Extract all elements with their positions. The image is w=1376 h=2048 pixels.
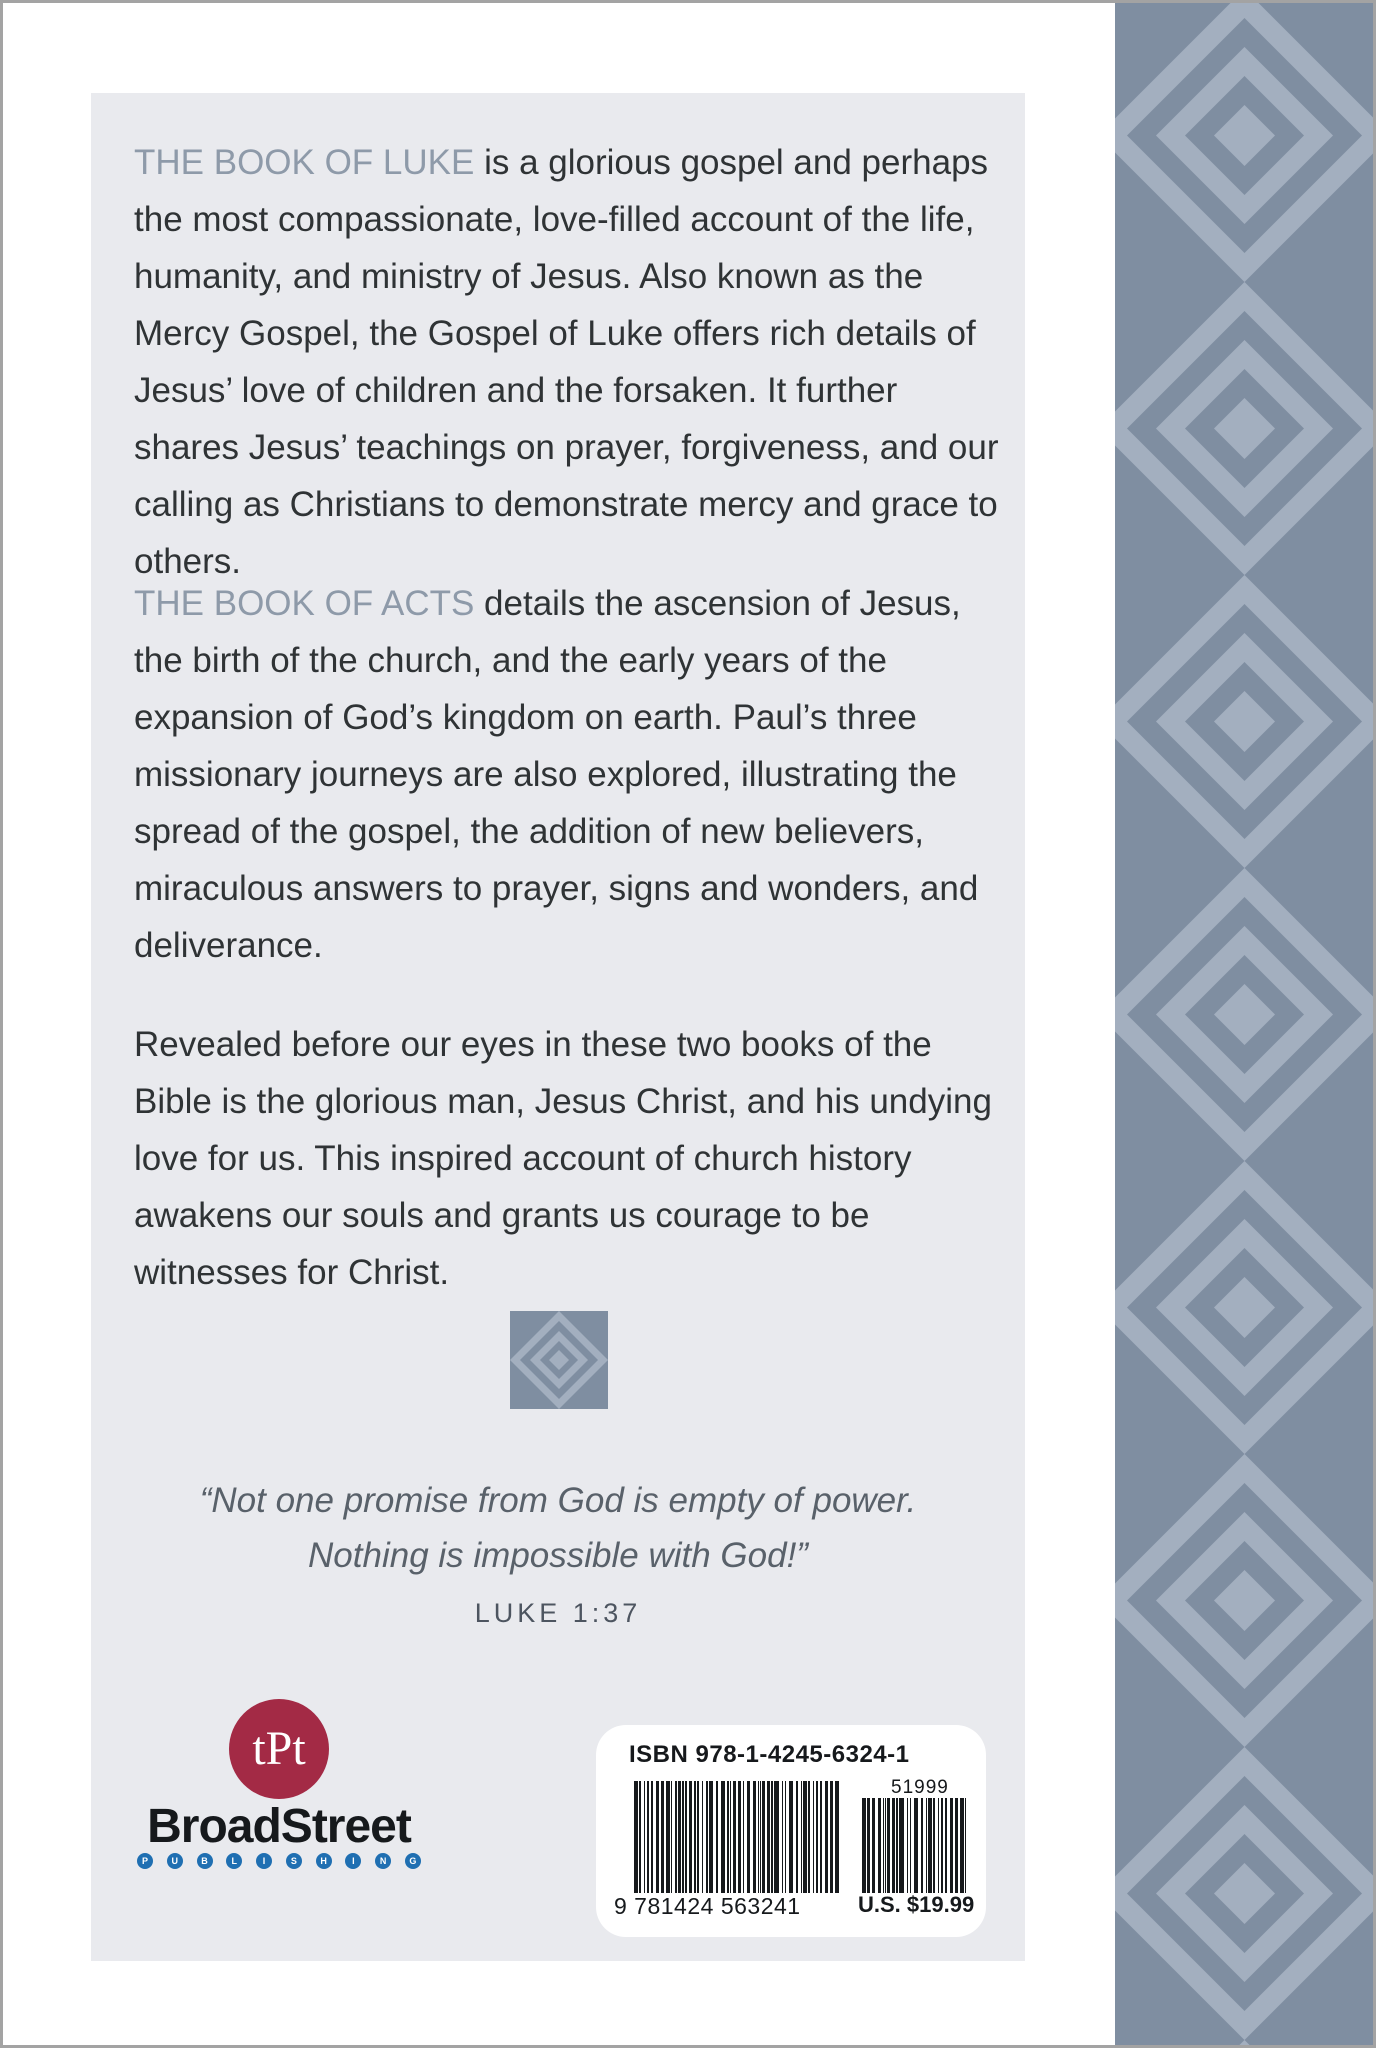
barcode-bar <box>689 1781 692 1893</box>
barcode-bar <box>644 1781 645 1893</box>
barcode-bar <box>743 1781 744 1893</box>
barcode-bar <box>938 1798 939 1893</box>
barcode-bar <box>634 1781 638 1893</box>
isbn-label: ISBN 978-1-4245-6324-1 <box>629 1741 910 1768</box>
publisher-letter: L <box>226 1853 242 1869</box>
barcode-bar <box>651 1781 653 1893</box>
barcode-bar <box>702 1781 703 1893</box>
barcode-bar <box>789 1781 793 1893</box>
quote-line-2: Nothing is impossible with God!” <box>308 1536 808 1575</box>
barcode-bar <box>896 1798 898 1893</box>
barcode-bar <box>767 1781 770 1893</box>
description-paragraph-summary <box>134 1016 1004 1301</box>
barcode-bar <box>803 1781 807 1893</box>
publisher-letter: H <box>316 1853 332 1869</box>
barcode-bar <box>892 1798 895 1893</box>
barcode-bar <box>899 1798 904 1893</box>
paragraph-lead-luke: THE BOOK OF LUKE <box>134 143 475 182</box>
paragraph-lead-acts: THE BOOK OF ACTS <box>134 584 475 623</box>
barcode-bar <box>926 1798 927 1893</box>
publisher-subtitle <box>137 1853 421 1869</box>
barcode-bar <box>685 1781 687 1893</box>
barcode-bar <box>727 1781 729 1893</box>
barcode-bar <box>697 1781 699 1893</box>
barcode-bar <box>887 1798 890 1893</box>
publisher-letter: N <box>375 1853 391 1869</box>
publisher-letter: G <box>405 1853 421 1869</box>
barcode-bar <box>675 1781 677 1893</box>
scripture-quote <box>134 1473 982 1583</box>
barcode-bar <box>774 1781 779 1893</box>
barcode-bar <box>813 1781 814 1893</box>
tpt-logo-mark: tPt <box>252 1722 306 1775</box>
barcode-bar <box>872 1798 875 1893</box>
barcode-bar <box>878 1798 881 1893</box>
barcode-bar <box>671 1781 672 1893</box>
barcode-bar <box>808 1781 810 1893</box>
barcode-bar <box>730 1781 731 1893</box>
decorative-diamond-stripe <box>1115 3 1373 2045</box>
barcode-bar <box>721 1781 725 1893</box>
description-paragraph-acts <box>134 575 1004 974</box>
barcode-bar <box>738 1781 741 1893</box>
barcode-bar <box>941 1798 943 1893</box>
barcode-bar <box>921 1798 923 1893</box>
publisher-letter: I <box>256 1853 272 1869</box>
barcode-bar <box>682 1781 684 1893</box>
barcode-bar <box>820 1781 822 1893</box>
description-paragraph-luke <box>134 134 1004 590</box>
barcode-bar <box>694 1781 696 1893</box>
paragraph-body-summary: Revealed before our eyes in these two books of the Bible is the glorious man, Jesus Christ, and his undying love for us. This inspired account of church history awakens our souls and grants us courage to be witnesses for Christ. <box>134 1025 992 1292</box>
diamond-emblem-icon <box>510 1311 608 1409</box>
barcode-number: 9 781424 563241 <box>614 1893 801 1919</box>
barcode-bar <box>639 1781 641 1893</box>
barcode-bar <box>771 1781 773 1893</box>
barcode-bar <box>960 1798 964 1893</box>
barcode-extension-icon <box>862 1798 966 1893</box>
barcode-bar <box>867 1798 870 1893</box>
barcode-bar <box>709 1781 713 1893</box>
barcode-bar <box>910 1798 911 1893</box>
barcode-bar <box>656 1781 659 1893</box>
barcode-bar <box>796 1781 798 1893</box>
barcode-bar <box>955 1798 958 1893</box>
barcode-bar <box>928 1798 932 1893</box>
barcode-bar <box>785 1781 786 1893</box>
barcode-bar <box>716 1781 718 1893</box>
quote-reference: LUKE 1:37 <box>474 1598 642 1628</box>
publisher-letter: U <box>167 1853 183 1869</box>
publisher-letter: I <box>345 1853 361 1869</box>
barcode-bar <box>666 1781 670 1893</box>
barcode-bar <box>661 1781 664 1893</box>
barcode-bar <box>782 1781 783 1893</box>
barcode-icon <box>634 1781 839 1893</box>
text-panel <box>91 93 1025 1961</box>
barcode-bar <box>907 1798 908 1893</box>
tpt-logo <box>229 1699 329 1799</box>
barcode-bar <box>747 1781 750 1893</box>
barcode-bar <box>933 1798 935 1893</box>
barcode-bar <box>914 1798 918 1893</box>
barcode-bar <box>885 1798 886 1893</box>
barcode-bar <box>762 1781 765 1893</box>
barcode-bar <box>862 1798 866 1893</box>
barcode-bar <box>647 1781 649 1893</box>
barcode-supplement: 51999 <box>891 1777 949 1798</box>
barcode-bar <box>753 1781 756 1893</box>
barcode-bar <box>733 1781 736 1893</box>
barcode-bar <box>950 1798 953 1893</box>
barcode-bar <box>825 1781 828 1893</box>
barcode-bar <box>706 1781 708 1893</box>
barcode-bar <box>945 1798 947 1893</box>
paragraph-body-acts: details the ascension of Jesus, the birth of the church, and the early years of the expansion of God’s kingdom on earth. Paul’s three missionary journeys are also explored, illustrating the spread of the gospel, the addition of new believers, miraculous answers to prayer, signs and wonders, and deliverance. <box>134 584 979 965</box>
barcode-bar <box>801 1781 802 1893</box>
publisher-name: BroadStreet <box>147 1800 411 1853</box>
publisher-letter: P <box>137 1853 153 1869</box>
barcode-bar <box>758 1781 759 1893</box>
publisher-letter: B <box>197 1853 213 1869</box>
quote-line-1: “Not one promise from God is empty of power. <box>199 1481 917 1520</box>
barcode-bar <box>678 1781 681 1893</box>
barcode-bar <box>965 1798 966 1893</box>
barcode-bar <box>760 1781 761 1893</box>
barcode-box <box>596 1725 986 1937</box>
paragraph-body-luke: is a glorious gospel and perhaps the most compassionate, love-filled account of the life, humanity, and ministry of Jesus. Also known as the Mercy Gospel, the Gospel of Luke offers rich details of Jesus’ love of children and the forsaken. It further shares Jesus’ teachings on prayer, forgiveness, and our calling as Christians to demonstrate mercy and grace to others. <box>134 143 999 581</box>
barcode-bar <box>835 1781 839 1893</box>
barcode-bar <box>883 1798 884 1893</box>
price: U.S. $19.99 <box>858 1892 975 1917</box>
barcode-bar <box>830 1781 833 1893</box>
barcode-bar <box>816 1781 818 1893</box>
publisher-letter: S <box>286 1853 302 1869</box>
